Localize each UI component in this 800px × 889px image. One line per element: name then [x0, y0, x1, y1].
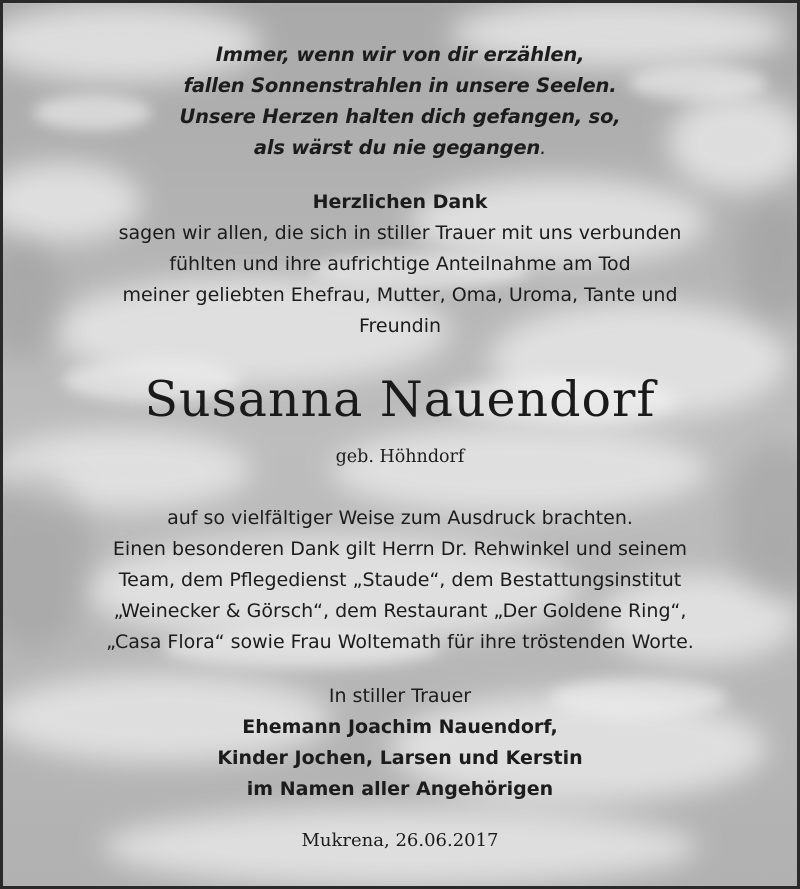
memorial-poem: [3, 39, 797, 163]
mourner-line: Kinder Jochen, Larsen und Kerstin: [217, 747, 583, 769]
gratitude-line: Einen besonderen Dank gilt Herrn Dr. Rehwinkel und seinem: [112, 538, 688, 560]
thanks-line: sagen wir allen, die sich in stiller Trauer mit uns verbunden: [118, 222, 682, 244]
mourners-section: [3, 681, 797, 805]
gratitude-line: auf so vielfältiger Weise zum Ausdruck brachten.: [167, 507, 633, 529]
poem-line-text: als wärst du nie gegangen: [253, 136, 541, 159]
poem-line-last: [3, 132, 797, 163]
poem-final-period: .: [540, 136, 547, 159]
obituary-text: [3, 3, 797, 886]
thanks-heading: Herzlichen Dank: [312, 191, 488, 213]
gratitude-line: Team, dem Pflegedienst „Staude“, dem Bestattungsinstitut: [118, 569, 682, 591]
gratitude-line: „Casa Flora“ sowie Frau Woltemath für ihre tröstenden Worte.: [106, 631, 694, 653]
thanks-line: meiner geliebten Ehefrau, Mutter, Oma, Uroma, Tante und: [122, 284, 678, 306]
place-and-date: Mukrena, 26.06.2017: [301, 830, 499, 851]
mourners-intro: In stiller Trauer: [328, 685, 472, 707]
poem-line: fallen Sonnenstrahlen in unsere Seelen.: [183, 74, 617, 97]
thanks-line: Freundin: [358, 315, 442, 337]
maiden-name: geb. Höhndorf: [335, 447, 465, 467]
poem-line: Unsere Herzen halten dich gefangen, so,: [179, 105, 621, 128]
thanks-section: [3, 187, 797, 342]
deceased-name: Susanna Nauendorf: [144, 371, 656, 428]
gratitude-line: „Weinecker & Görsch“, dem Restaurant „Der Goldene Ring“,: [113, 600, 687, 622]
thanks-line: fühlten und ihre aufrichtige Anteilnahme am Tod: [169, 253, 631, 275]
mourner-line: Ehemann Joachim Nauendorf,: [242, 716, 558, 738]
gratitude-section: [3, 503, 797, 658]
poem-line: Immer, wenn wir von dir erzählen,: [215, 43, 585, 66]
mourner-line: im Namen aller Angehörigen: [246, 778, 554, 800]
